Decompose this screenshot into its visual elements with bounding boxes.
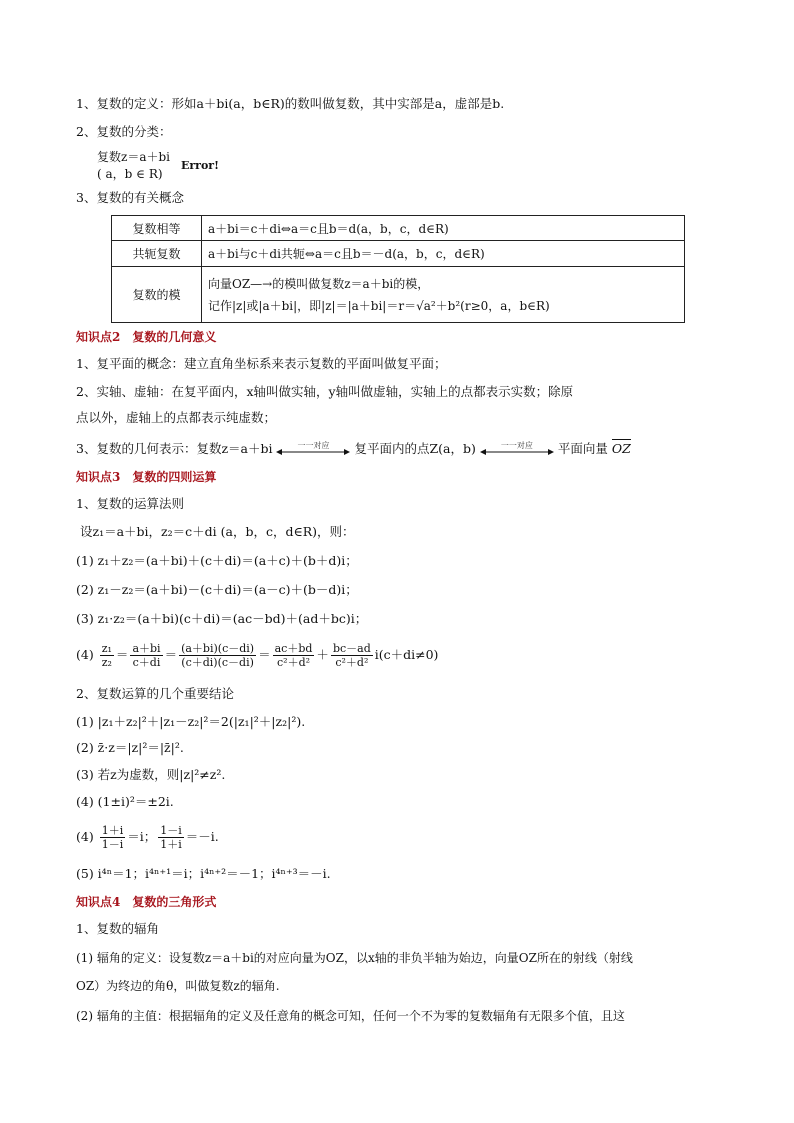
let-line: 设z₁＝a＋bi，z₂＝c＋di (a，b，c，d∈R)，则： xyxy=(80,524,355,539)
conclusion-4: (4) (1±i)²＝±2i. xyxy=(76,794,174,809)
heading-title: 复数的几何意义 xyxy=(132,330,217,344)
heading-title: 复数的四则运算 xyxy=(132,470,217,484)
classification-line: 2、复数的分类： xyxy=(76,124,172,139)
argument-line: 1、复数的辐角 xyxy=(76,921,159,936)
fraction xyxy=(331,642,373,669)
conclusion-2: (2) z̄·z＝|z|²＝|z̄|². xyxy=(76,740,184,755)
heading-title: 复数的三角形式 xyxy=(132,895,217,909)
geo-part-a: 3、复数的几何表示：复数z＝a＋bi xyxy=(76,441,273,456)
geometric-representation-line xyxy=(76,441,631,458)
axes-line-cont: 点以外，虚轴上的点都表示纯虚数； xyxy=(76,410,277,425)
conclusion-5-label: (4) xyxy=(76,829,94,844)
fraction-den: 1－i xyxy=(101,838,124,851)
row-value: a＋bi＝c＋di⇔a＝c且b＝d(a，b，c，d∈R) xyxy=(202,216,685,241)
definition-line: 1、复数的定义：形如a＋bi(a，b∈R)的数叫做复数，其中实部是a，虚部是b. xyxy=(76,96,505,111)
conclusion-3: (3) 若z为虚数，则|z|²≠z². xyxy=(76,767,226,782)
conclusion-1: (1) |z₁＋z₂|²＋|z₁－z₂|²＝2(|z₁|²＋|z₂|²). xyxy=(76,714,306,729)
bidirectional-arrow-icon xyxy=(480,442,554,458)
concepts-line: 3、复数的有关概念 xyxy=(76,190,184,205)
fraction-num: (a＋bi)(c－di) xyxy=(181,642,255,655)
fraction-den: (c＋di)(c－di) xyxy=(181,656,254,669)
classification-error-text: Error! xyxy=(181,159,219,172)
heading-number: 知识点2 xyxy=(76,330,121,344)
row-value: a＋bi与c＋di共轭⇔a＝c且b＝－d(a，b，c，d∈R) xyxy=(202,241,685,267)
heading-number: 知识点4 xyxy=(76,895,121,909)
fraction xyxy=(158,824,184,851)
table-row xyxy=(112,267,685,323)
complex-plane-line: 1、复平面的概念：建立直角坐标系来表示复数的平面叫做复平面； xyxy=(76,356,447,371)
rule-divide: (4) $\frac{\text{z₁}}{\text{z₂}}$ ＝ $\frac{a+bi}{c+di}$ ＝ $\frac{(a+bi)(c-di)}{(c+di)(c-di)}$ ＝ $\frac{ac+bd}{\text{c²＋d²}}$ ＋ $\frac{bc-ad}{\text{c²＋d²}}$ i(c＋di≠0) xyxy=(76,642,439,669)
axes-line: 2、实轴、虚轴：在复平面内，x轴叫做实轴，y轴叫做虚轴，实轴上的点都表示实数；除原 xyxy=(76,384,574,399)
concepts-table xyxy=(111,215,685,323)
fraction-den: c²＋d² xyxy=(335,656,369,669)
fraction xyxy=(100,642,114,669)
heading-number: 知识点3 xyxy=(76,470,121,484)
classification-left-bottom: ( a，b ∈ R) xyxy=(97,167,163,181)
fraction-den: c²＋d² xyxy=(277,656,311,669)
geo-part-b: 复平面内的点Z(a，b) xyxy=(354,441,476,456)
operation-rules-line: 1、复数的运算法则 xyxy=(76,496,184,511)
geo-part-c: 平面向量 xyxy=(557,441,608,456)
row-value xyxy=(202,267,685,323)
fraction xyxy=(273,642,315,669)
row-key: 共轭复数 xyxy=(112,241,202,267)
conclusion-5 xyxy=(76,822,219,852)
conclusion-5-tail: ＝－i. xyxy=(185,829,219,844)
rule-divide-tail: i(c＋di≠0) xyxy=(374,647,439,662)
fraction-num: a＋bi xyxy=(132,642,161,655)
modulus-line-2: 记作|z|或|a＋bi|，即|z|＝|a＋bi|＝r＝√a²＋b²(r≥0，a，b∈R) xyxy=(208,298,550,313)
argument-definition-line: (1) 辐角的定义：设复数z＝a＋bi的对应向量为OZ，以x轴的非负半轴为始边，向量OZ所在的射线（射线 xyxy=(76,951,633,965)
fraction-num: bc－ad xyxy=(332,642,371,655)
fraction-num: z₁ xyxy=(101,642,112,655)
row-key: 复数的模 xyxy=(112,267,202,323)
fraction-den: z₂ xyxy=(101,656,112,669)
table-row xyxy=(112,216,685,241)
fraction-den: 1＋i xyxy=(160,838,182,851)
fraction xyxy=(100,824,126,851)
rule-divide-label: (4) xyxy=(76,647,94,662)
fraction-num: ac＋bd xyxy=(274,642,313,655)
fraction-num: 1－i xyxy=(160,824,182,837)
modulus-line-1: 向量OZ—→的模叫做复数z＝a＋bi的模， xyxy=(208,276,430,291)
row-key: 复数相等 xyxy=(112,216,202,241)
bidirectional-arrow-icon xyxy=(276,442,350,458)
argument-definition-line-cont: OZ）为终边的角θ，叫做复数z的辐角. xyxy=(76,979,280,993)
vector-oz: OZ xyxy=(611,441,631,456)
fraction xyxy=(179,642,256,669)
arrow-label: 一一对应 xyxy=(500,440,533,450)
rule-subtract: (2) z₁－z₂＝(a＋bi)－(c＋di)＝(a－c)＋(b－d)i； xyxy=(76,582,358,597)
fraction-den: c＋di xyxy=(132,656,161,669)
conclusions-line: 2、复数运算的几个重要结论 xyxy=(76,686,234,701)
fraction-num: 1＋i xyxy=(101,824,124,837)
section-heading-4 xyxy=(76,893,216,910)
rule-multiply: (3) z₁·z₂＝(a＋bi)(c＋di)＝(ac－bd)＋(ad＋bc)i； xyxy=(76,611,368,626)
section-heading-2 xyxy=(76,328,216,345)
fraction xyxy=(130,642,162,669)
conclusion-5-mid: ＝i； xyxy=(127,829,157,844)
section-heading-3 xyxy=(76,468,216,485)
classification-left-top: 复数z＝a＋bi xyxy=(97,150,170,164)
arrow-label: 一一对应 xyxy=(297,440,330,450)
conclusion-6: (5) i⁴ⁿ＝1；i⁴ⁿ⁺¹＝i；i⁴ⁿ⁺²＝－1；i⁴ⁿ⁺³＝－i. xyxy=(76,866,331,881)
principal-argument-line: (2) 辐角的主值：根据辐角的定义及任意角的概念可知，任何一个不为零的复数辐角有无限多个值，且这 xyxy=(76,1009,625,1023)
table-row xyxy=(112,241,685,267)
rule-add: (1) z₁＋z₂＝(a＋bi)＋(c＋di)＝(a＋c)＋(b＋d)i； xyxy=(76,553,358,568)
